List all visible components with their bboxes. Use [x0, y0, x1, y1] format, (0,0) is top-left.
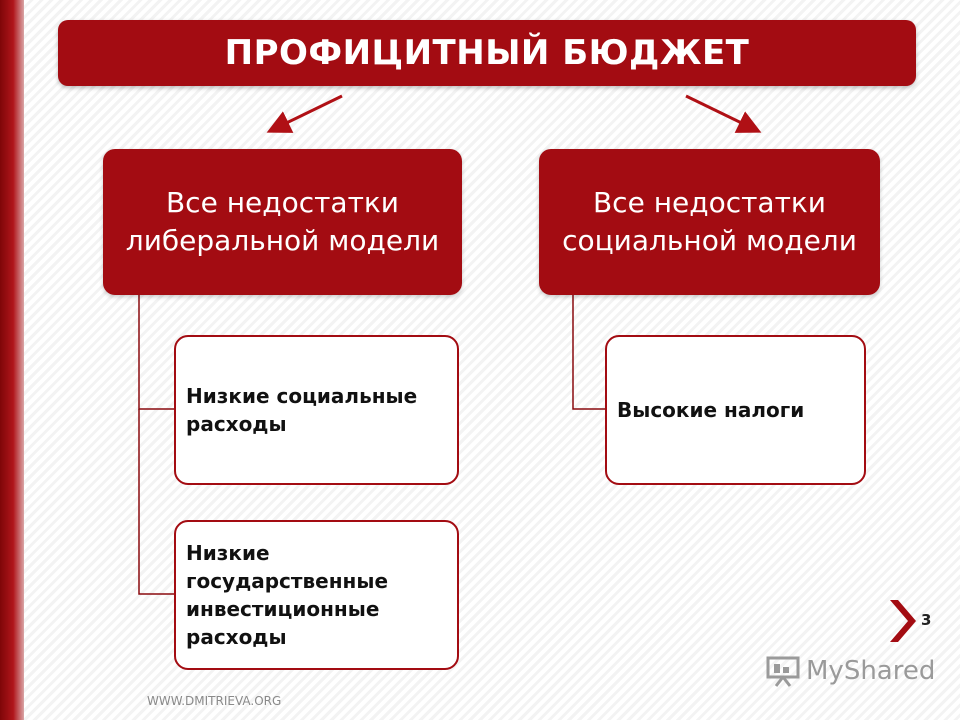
- item-high-taxes: [605, 335, 866, 485]
- connector-liberal-2: [139, 409, 174, 594]
- presentation-icon: [766, 655, 800, 687]
- logo-text: MyShared: [806, 656, 936, 686]
- branch-social-label: Все недостатки социальной модели: [562, 186, 857, 257]
- myshared-logo: [766, 655, 935, 687]
- branch-liberal-label: Все недостатки либеральной модели: [125, 186, 440, 257]
- connector-social-1: [573, 295, 605, 409]
- item-low-investment-spending: [174, 520, 459, 670]
- page-number: 3: [921, 611, 932, 629]
- branch-social-model: [539, 149, 880, 295]
- item-label: Низкие социальные расходы: [186, 384, 418, 436]
- slide-title: ПРОФИЦИТНЫЙ БЮДЖЕТ: [224, 33, 750, 73]
- connector-liberal-1: [139, 295, 174, 409]
- arrow-right: [686, 96, 756, 130]
- title-banner: [58, 20, 916, 86]
- chevron-right-icon[interactable]: [886, 598, 916, 644]
- item-label: Низкие государственные инвестиционные расходы: [186, 541, 389, 649]
- item-low-social-spending: [174, 335, 459, 485]
- footer-url: WWW.DMITRIEVA.ORG: [147, 694, 282, 708]
- left-accent-strip: [0, 0, 24, 720]
- item-label: Высокие налоги: [617, 398, 805, 422]
- branch-liberal-model: [103, 149, 462, 295]
- arrow-left: [272, 96, 342, 130]
